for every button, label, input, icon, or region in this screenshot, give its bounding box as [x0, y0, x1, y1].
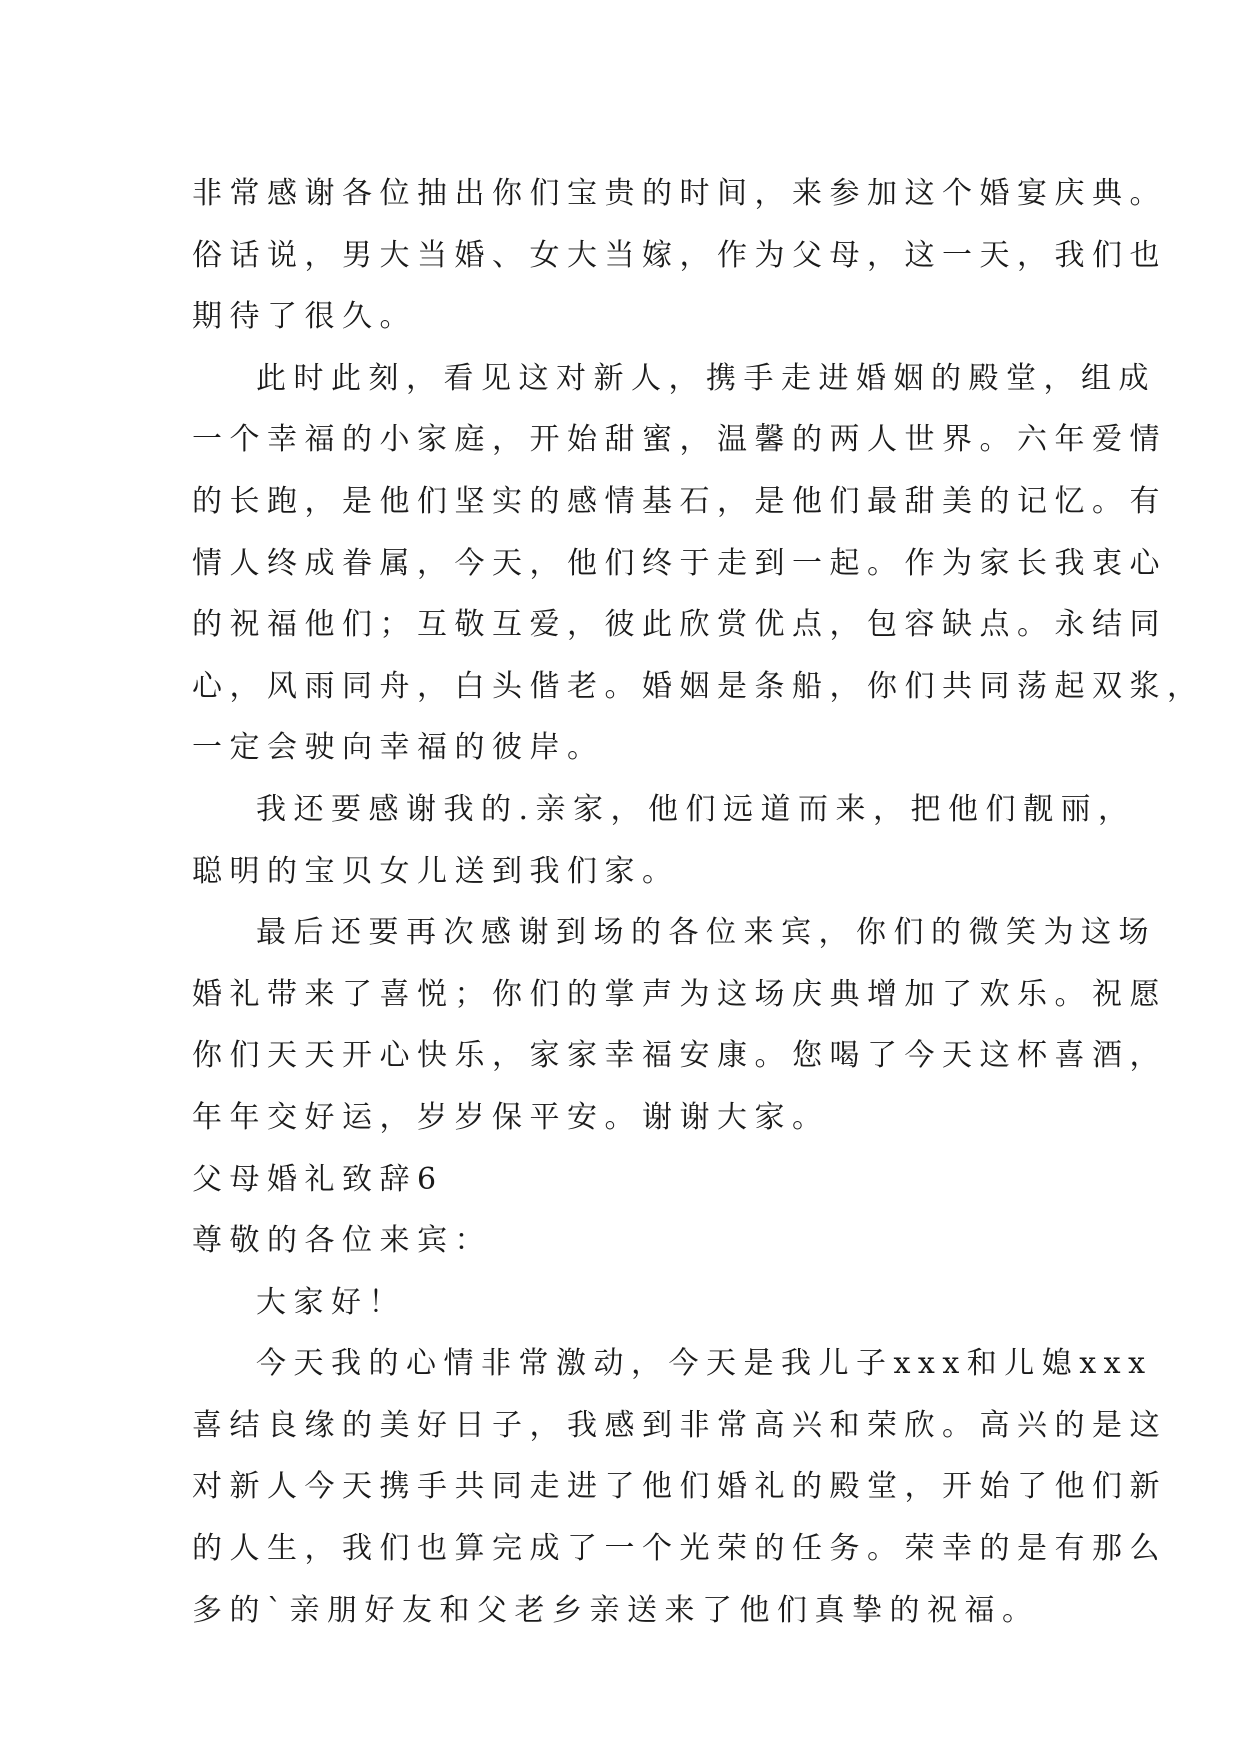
salutation: 尊敬的各位来宾： [192, 1223, 492, 1259]
document-body [192, 163, 1205, 1641]
text-line: 期待了很久。 [192, 299, 417, 335]
text-line: 年年交好运，岁岁保平安。谢谢大家。 [192, 1099, 830, 1135]
text-line: 俗话说，男大当婚、女大当嫁，作为父母，这一天，我们也 [192, 237, 1167, 273]
text-line: 聪明的宝贝女儿送到我们家。 [192, 853, 680, 889]
text-line: 我还要感谢我的.亲家，他们远道而来，把他们靓丽， [256, 791, 1136, 827]
text-line: 的人生，我们也算完成了一个光荣的任务。荣幸的是有那么 [192, 1531, 1167, 1567]
text-line: 此时此刻，看见这对新人，携手走进婚姻的殿堂，组成 [256, 360, 1156, 396]
text-line: 一定会驶向幸福的彼岸。 [192, 730, 605, 766]
text-line: 的祝福他们；互敬互爱，彼此欣赏优点，包容缺点。永结同 [192, 607, 1167, 643]
text-line: 情人终成眷属，今天，他们终于走到一起。作为家长我衷心 [192, 545, 1167, 581]
text-line: 的长跑，是他们坚实的感情基石，是他们最甜美的记忆。有 [192, 483, 1167, 519]
text-line: 今天我的心情非常激动，今天是我儿子xxx和儿媳xxx [256, 1346, 1153, 1382]
text-line: 婚礼带来了喜悦；你们的掌声为这场庆典增加了欢乐。祝愿 [192, 976, 1167, 1012]
text-line: 非常感谢各位抽出你们宝贵的时间，来参加这个婚宴庆典。 [192, 176, 1167, 211]
text-line: 心，风雨同舟，白头偕老。婚姻是条船，你们共同荡起双浆， [192, 668, 1205, 704]
section-heading: 父母婚礼致辞6 [192, 1161, 444, 1197]
text-line: 最后还要再次感谢到场的各位来宾，你们的微笑为这场 [256, 915, 1156, 951]
greeting: 大家好！ [256, 1284, 406, 1320]
text-line: 一个幸福的小家庭，开始甜蜜，温馨的两人世界。六年爱情 [192, 422, 1167, 458]
text-line: 你们天天开心快乐，家家幸福安康。您喝了今天这杯喜酒， [192, 1038, 1167, 1074]
text-line: 对新人今天携手共同走进了他们婚礼的殿堂，开始了他们新 [192, 1469, 1167, 1505]
text-line: 多的`亲朋好友和父老乡亲送来了他们真挚的祝福。 [192, 1592, 1040, 1628]
text-line: 喜结良缘的美好日子，我感到非常高兴和荣欣。高兴的是这 [192, 1407, 1167, 1443]
